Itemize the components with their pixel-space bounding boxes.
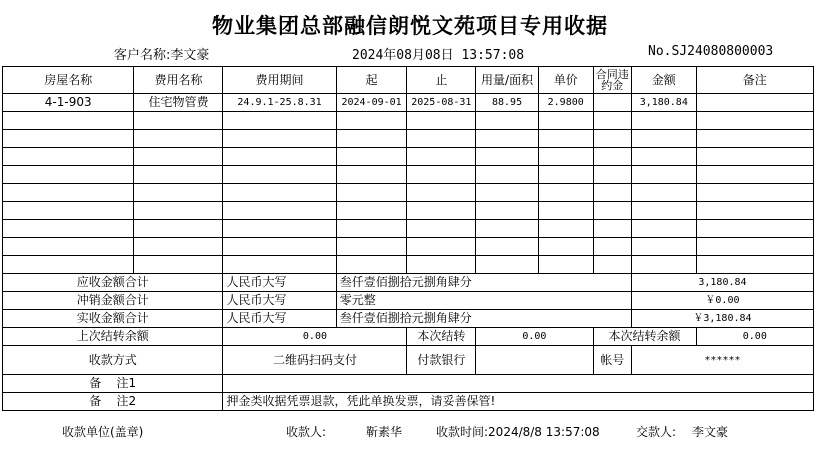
blank-row [3,112,814,130]
cell-remark [696,238,813,256]
header-usage: 用量/面积 [476,67,539,94]
received-total-row [3,310,814,328]
cell-room [3,148,134,166]
cell-start [336,166,407,184]
header-remark: 备注 [696,67,813,94]
cell-amount [631,256,696,274]
payment-method-value: 二维码扫码支付 [223,346,407,375]
cell-usage [476,202,539,220]
writeoff-label: 冲销金额合计 [3,292,223,310]
cell-amount: 3,180.84 [631,94,696,112]
cell-room [3,184,134,202]
cell-end [407,256,476,274]
receivable-amount: 3,180.84 [631,274,813,292]
cell-start [336,184,407,202]
cell-remark [696,94,813,112]
cell-room [3,220,134,238]
cell-start: 2024-09-01 [336,94,407,112]
cell-end [407,130,476,148]
header-penalty: 合同违约金 [593,67,631,94]
cell-fee-name [134,184,223,202]
receipt-title: 物业集团总部融信朗悦文苑项目专用收据 [212,13,608,38]
payment-method-label: 收款方式 [3,346,223,375]
receivable-label: 应收金额合计 [3,274,223,292]
cell-amount [631,184,696,202]
footer-payer-name: 李文豪 [692,425,729,439]
cell-period [223,112,336,130]
cell-amount [631,238,696,256]
cell-room [3,112,134,130]
cell-amount [631,130,696,148]
cell-remark [696,256,813,274]
cell-usage [476,220,539,238]
cell-end [407,202,476,220]
cell-start [336,220,407,238]
note2-value: 押金类收据凭票退款，凭此单换发票，请妥善保管! [223,393,814,411]
cell-unit-price [538,256,593,274]
cell-end [407,184,476,202]
cell-period: 24.9.1-25.8.31 [223,94,336,112]
cell-unit-price: 2.9800 [538,94,593,112]
cell-amount [631,220,696,238]
cell-remark [696,148,813,166]
cell-start [336,112,407,130]
cell-unit-price [538,148,593,166]
cell-fee-name [134,202,223,220]
cell-penalty [593,184,631,202]
writeoff-amount: ￥0.00 [631,292,813,310]
footer-receiver-label: 收款人: [286,425,327,439]
blank-row [3,130,814,148]
cell-end [407,112,476,130]
cell-end [407,166,476,184]
cell-penalty [593,148,631,166]
header-room: 房屋名称 [3,67,134,94]
receivable-words: 叁仟壹佰捌拾元捌角肆分 [336,274,631,292]
cell-room [3,256,134,274]
cell-usage [476,130,539,148]
received-words: 叁仟壹佰捌拾元捌角肆分 [336,310,631,328]
footer-time: 收款时间:2024/8/8 13:57:08 [436,425,600,439]
cell-usage [476,112,539,130]
cell-room [3,202,134,220]
cell-period [223,220,336,238]
received-amount: ￥3,180.84 [631,310,813,328]
cell-penalty [593,202,631,220]
blank-row [3,166,814,184]
received-label: 实收金额合计 [3,310,223,328]
blank-row [3,256,814,274]
cell-fee-name [134,148,223,166]
footer-receiver-name: 靳素华 [366,425,403,439]
note2-row [3,393,814,411]
cell-penalty [593,238,631,256]
payment-bank-label: 付款银行 [407,346,476,375]
cell-room [3,238,134,256]
cell-end: 2025-08-31 [407,94,476,112]
cell-period [223,166,336,184]
table-header-row [3,67,814,94]
last-balance-label: 上次结转余额 [3,328,223,346]
cell-period [223,238,336,256]
cell-remark [696,202,813,220]
header-amount: 金额 [631,67,696,94]
cell-period [223,130,336,148]
cell-remark [696,184,813,202]
cell-fee-name [134,130,223,148]
cell-usage [476,166,539,184]
cell-unit-price [538,130,593,148]
receipt-number: No.SJ24080800003 [648,44,774,59]
cell-unit-price [538,184,593,202]
writeoff-total-row [3,292,814,310]
cell-unit-price [538,166,593,184]
cell-unit-price [538,220,593,238]
note1-row [3,375,814,393]
header-end: 止 [407,67,476,94]
payment-row [3,346,814,375]
cell-end [407,220,476,238]
cell-start [336,238,407,256]
cell-period [223,202,336,220]
account-value: ****** [631,346,813,375]
cell-remark [696,166,813,184]
cell-fee-name [134,238,223,256]
cell-fee-name [134,256,223,274]
cell-fee-name [134,166,223,184]
header-unit-price: 单价 [538,67,593,94]
balance-row [3,328,814,346]
cell-penalty [593,112,631,130]
cell-period [223,256,336,274]
cell-usage [476,148,539,166]
cell-usage [476,184,539,202]
cell-fee-name: 住宅物管费 [134,94,223,112]
blank-row [3,202,814,220]
receipt-datetime: 2024年08月08日 13:57:08 [352,48,525,63]
current-transfer-value: 0.00 [476,328,593,346]
cell-room [3,130,134,148]
rmb-label: 人民币大写 [223,310,336,328]
cell-usage: 88.95 [476,94,539,112]
cell-unit-price [538,112,593,130]
cell-penalty [593,166,631,184]
cell-remark [696,112,813,130]
writeoff-words: 零元整 [336,292,631,310]
note2-label: 备 注2 [3,393,223,411]
cell-start [336,256,407,274]
receivable-total-row [3,274,814,292]
cell-amount [631,148,696,166]
cell-usage [476,238,539,256]
account-label: 帐号 [593,346,631,375]
table-row [3,94,814,112]
cell-usage [476,256,539,274]
blank-row [3,148,814,166]
current-balance-label: 本次结转余额 [593,328,696,346]
cell-end [407,148,476,166]
cell-unit-price [538,202,593,220]
current-transfer-label: 本次结转 [407,328,476,346]
footer-unit: 收款单位(盖章) [62,425,144,439]
cell-remark [696,220,813,238]
cell-unit-price [538,238,593,256]
cell-fee-name [134,112,223,130]
cell-room: 4-1-903 [3,94,134,112]
cell-fee-name [134,220,223,238]
cell-penalty [593,220,631,238]
payment-bank-value [476,346,593,375]
cell-penalty [593,94,631,112]
footer-payer-label: 交款人: [636,425,677,439]
cell-penalty [593,130,631,148]
note1-value [223,375,814,393]
header-start: 起 [336,67,407,94]
cell-start [336,148,407,166]
blank-row [3,220,814,238]
customer-name: 客户名称:李文豪 [114,48,210,63]
note1-label: 备 注1 [3,375,223,393]
cell-amount [631,202,696,220]
cell-remark [696,130,813,148]
header-period: 费用期间 [223,67,336,94]
cell-period [223,184,336,202]
receipt-table [2,66,814,411]
header-fee-name: 费用名称 [134,67,223,94]
cell-penalty [593,256,631,274]
rmb-label: 人民币大写 [223,274,336,292]
blank-row [3,238,814,256]
cell-period [223,148,336,166]
rmb-label: 人民币大写 [223,292,336,310]
cell-start [336,130,407,148]
last-balance-value: 0.00 [223,328,407,346]
cell-amount [631,112,696,130]
current-balance-value: 0.00 [696,328,813,346]
cell-start [336,202,407,220]
blank-row [3,184,814,202]
cell-amount [631,166,696,184]
cell-room [3,166,134,184]
cell-end [407,238,476,256]
